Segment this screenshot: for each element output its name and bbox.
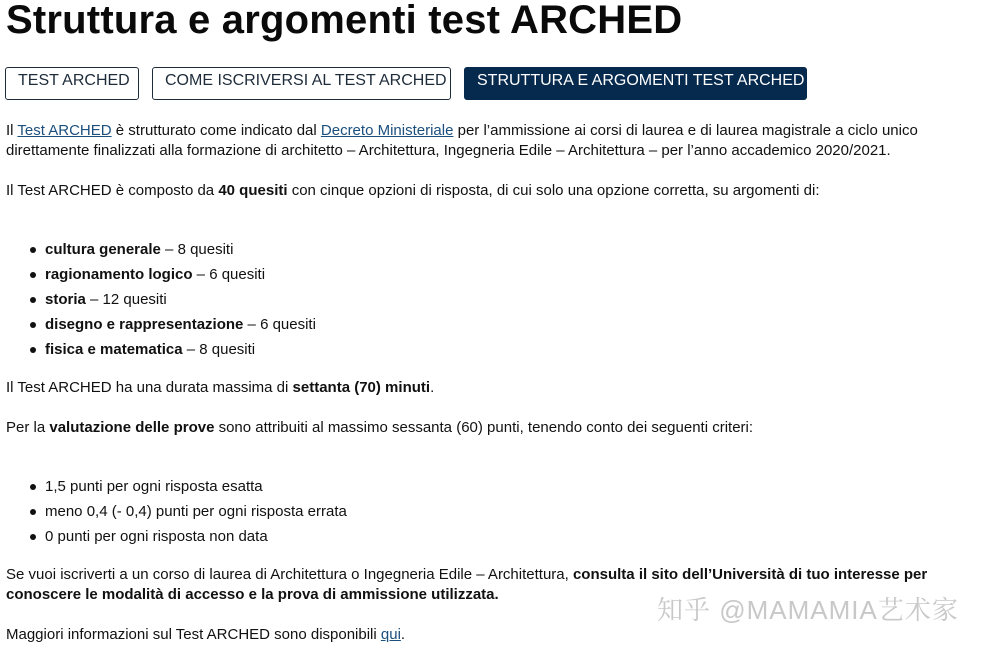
- topic-count: – 6 quesiti: [192, 266, 266, 283]
- composition-bold: 40 quesiti: [218, 182, 288, 199]
- duration-prefix: Il Test ARCHED ha una durata massima di: [6, 379, 293, 396]
- intro-mid: è strutturato come indicato dal: [111, 122, 321, 139]
- list-item: [6, 287, 316, 312]
- evaluation-bold: valutazione delle prove: [49, 419, 215, 436]
- enroll-bold1: consulta il sito dell’Università di tuo interesse per: [572, 566, 928, 583]
- topic-count: – 8 quesiti: [182, 341, 256, 358]
- more-suffix: .: [400, 626, 406, 643]
- duration-paragraph: [6, 378, 434, 398]
- composition-prefix: Il Test ARCHED è composto da: [6, 182, 219, 199]
- page-title: Struttura e argomenti test ARCHED: [6, 0, 683, 42]
- topic-name: fisica e matematica: [45, 341, 183, 358]
- list-item: [6, 337, 316, 362]
- evaluation-paragraph: [6, 418, 753, 438]
- tab-come-iscriversi[interactable]: COME ISCRIVERSI AL TEST ARCHED: [152, 67, 451, 100]
- criteria-list: [6, 474, 347, 549]
- enroll-prefix: Se vuoi iscriverti a un corso di laurea di Architettura o Ingegneria Edile – Architettura,: [6, 566, 573, 583]
- intro-suffix: per l’ammissione ai corsi di laurea e di laurea magistrale a ciclo unico: [453, 122, 918, 139]
- intro-prefix: Il: [6, 122, 18, 139]
- topic-name: disegno e rappresentazione: [45, 316, 244, 333]
- topics-list: [6, 237, 316, 362]
- duration-suffix: .: [430, 379, 435, 396]
- topic-name: storia: [45, 291, 86, 308]
- intro-paragraph-line2: direttamente finalizzati alla formazione di architetto – Architettura, Ingegneria Edile – Architettura – per l’anno accademico 2020/2021.: [6, 142, 891, 159]
- enroll-paragraph-line1: [6, 565, 927, 585]
- evaluation-prefix: Per la: [6, 419, 50, 436]
- enroll-paragraph-line2: [6, 585, 499, 605]
- topic-count: – 12 quesiti: [85, 291, 167, 308]
- composition-suffix: con cinque opzioni di risposta, di cui solo una opzione corretta, su argomenti di:: [287, 182, 820, 199]
- tab-struttura-argomenti[interactable]: STRUTTURA E ARGOMENTI TEST ARCHED: [464, 67, 807, 100]
- tab-test-arched[interactable]: TEST ARCHED: [5, 67, 139, 100]
- composition-paragraph: [6, 181, 820, 201]
- list-item: [6, 237, 316, 262]
- list-item: [6, 262, 316, 287]
- test-arched-link[interactable]: Test ARCHED: [17, 122, 112, 139]
- decreto-ministeriale-link[interactable]: Decreto Ministeriale: [320, 122, 454, 139]
- more-prefix: Maggiori informazioni sul Test ARCHED sono disponibili: [6, 626, 381, 643]
- qui-link[interactable]: qui: [380, 626, 401, 643]
- list-item: [6, 312, 316, 337]
- topic-count: – 6 quesiti: [243, 316, 316, 333]
- evaluation-suffix: sono attribuiti al massimo sessanta (60) punti, tenendo conto dei seguenti criteri:: [214, 419, 754, 436]
- intro-paragraph-line1: [6, 121, 918, 141]
- zhihu-watermark: 知乎 @MAMAMIA艺术家: [657, 595, 959, 625]
- list-item: 1,5 punti per ogni risposta esatta: [6, 474, 347, 499]
- list-item: 0 punti per ogni risposta non data: [6, 524, 347, 549]
- list-item: meno 0,4 (- 0,4) punti per ogni risposta errata: [6, 499, 347, 524]
- more-info-paragraph: [6, 625, 405, 645]
- topic-count: – 8 quesiti: [160, 241, 234, 258]
- duration-bold: settanta (70) minuti: [292, 379, 431, 396]
- topic-name: cultura generale: [45, 241, 161, 258]
- enroll-bold2: conoscere le modalità di accesso e la prova di ammissione utilizzata.: [6, 586, 499, 603]
- topic-name: ragionamento logico: [45, 266, 193, 283]
